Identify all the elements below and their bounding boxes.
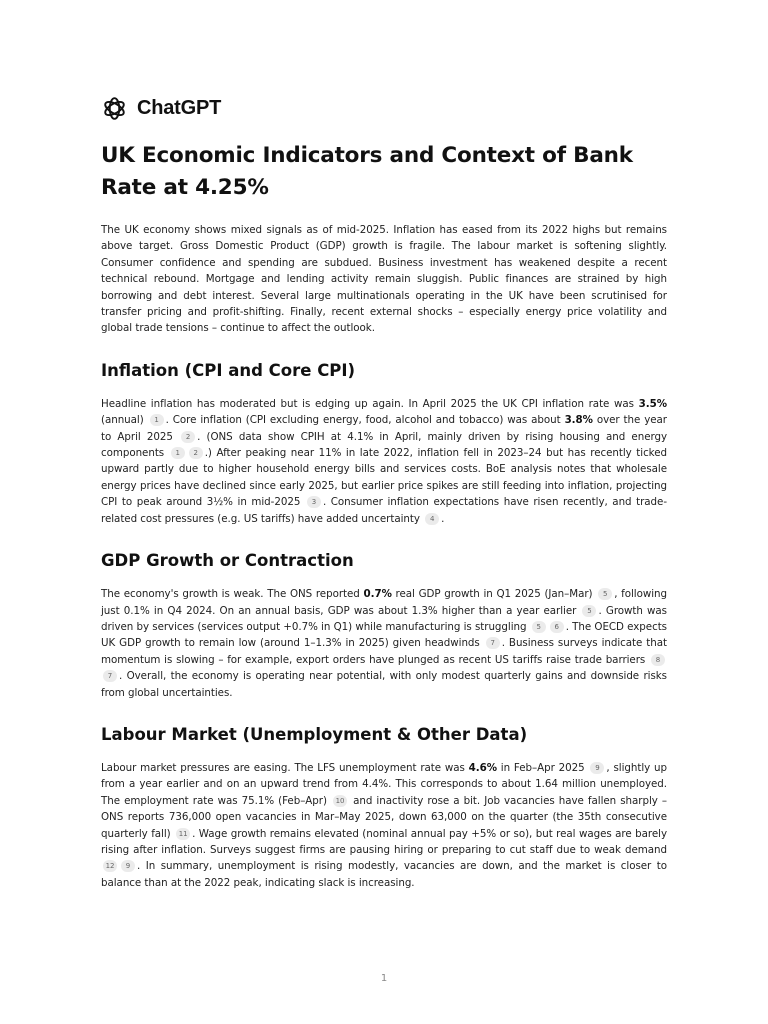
paragraph-text: (annual)	[101, 414, 148, 427]
highlight-value: 4.6%	[468, 761, 497, 774]
section-paragraph-inflation	[101, 396, 667, 527]
brand-logo	[101, 93, 667, 123]
citation-badge[interactable]: 2	[181, 431, 195, 443]
brand-name: ChatGPT	[137, 96, 222, 119]
document-page	[101, 93, 667, 891]
paragraph-text: . Consumer inflation expectations have risen recently, and trade-related cost pressures (e.g. US tariffs) have added uncertainty	[101, 496, 667, 525]
paragraph-text: . Overall, the economy is operating near potential, with only modest quarterly gains and downside risks from global uncertainties.	[101, 670, 667, 699]
paragraph-text: . Business surveys indicate that momentum is slowing – for example, export orders have plunged as recent US tariffs raise trade barriers	[101, 637, 667, 666]
paragraph-text: Labour market pressures are easing. The LFS unemployment rate was	[101, 761, 469, 774]
citation-badge[interactable]: 9	[121, 860, 135, 872]
section-paragraph-gdp	[101, 586, 667, 701]
citation-badge[interactable]: 7	[486, 637, 500, 649]
citation-badge[interactable]: 7	[103, 670, 117, 682]
citation-badge[interactable]: 3	[307, 496, 321, 508]
citation-badge[interactable]: 12	[103, 860, 117, 872]
citation-badge[interactable]: 2	[189, 447, 203, 459]
section-heading-gdp: GDP Growth or Contraction	[101, 551, 354, 571]
section-heading-inflation: Inflation (CPI and Core CPI)	[101, 360, 356, 380]
section-heading-labour: Labour Market (Unemployment & Other Data)	[101, 724, 528, 744]
document-title: UK Economic Indicators and Context of Bank Rate at 4.25%	[101, 143, 633, 200]
citation-badge[interactable]: 5	[598, 588, 612, 600]
paragraph-text: . (ONS data show CPIH at 4.1% in April, mainly driven by rising housing and energy components	[101, 430, 668, 460]
citation-badge[interactable]: 11	[176, 828, 190, 840]
paragraph-text: . Wage growth remains elevated (nominal annual pay +5% or so), but real wages are barely rising after inflation. Surveys suggest firms are pausing hiring or preparing to cut staff due to weak demand	[101, 827, 667, 856]
paragraph-text: , slightly up from a year earlier and on an upward trend from 4.4%. This corresponds to about 1.64 million unemployed. The employment rate was 75.1% (Feb–Apr)	[101, 761, 667, 807]
paragraph-text: . In summary, unemployment is rising modestly, vacancies are down, and the market is closer to balance than at the 2022 peak, indicating slack is increasing.	[101, 860, 667, 889]
citation-badge[interactable]: 1	[171, 447, 185, 459]
highlight-value: 3.8%	[564, 414, 593, 427]
citation-badge[interactable]: 5	[532, 621, 546, 633]
citation-badge[interactable]: 1	[150, 414, 164, 426]
citation-badge[interactable]: 8	[651, 654, 665, 666]
citation-badge[interactable]: 4	[425, 513, 439, 525]
citation-badge[interactable]: 10	[333, 795, 347, 807]
citation-badge[interactable]: 5	[582, 605, 596, 617]
paragraph-text: .) After peaking near 11% in late 2022, inflation fell in 2023–24 but has recently ticked upward partly due to higher household energy bills and services costs. BoE analysis notes that wholesale energy prices have declined since early 2025, but earlier price spikes are still feeding into inflation, projecting CPI to peak around 3½% in mid-2025	[101, 447, 668, 509]
intro-paragraph: The UK economy shows mixed signals as of mid-2025. Inflation has eased from its 2022 highs but remains above target. Gross Domestic Product (GDP) growth is fragile. The labour market is softening slightly. Consumer confidence and spending are subdued. Business investment has weakened despite a recent technical rebound. Mortgage and lending activity remain sluggish. Public finances are strained by high borrowing and debt interest. Several large multinationals operating in the UK have been scrutinised for transfer pricing and profit-shifting. Finally, recent external shocks – especially energy price volatility and global trade tensions – continue to affect the outlook.	[101, 224, 667, 335]
highlight-value: 3.5%	[638, 397, 667, 410]
page-number: 1	[380, 973, 388, 984]
paragraph-text: and inactivity rose a bit. Job vacancies have fallen sharply – ONS reports 736,000 open vacancies in Mar–May 2025, down 63,000 on the quarter (the 35th consecutive quarterly fall)	[101, 794, 667, 840]
section-paragraph-labour	[101, 760, 667, 891]
openai-logo-icon	[101, 95, 128, 122]
paragraph-text: real GDP growth in Q1 2025 (Jan–Mar)	[391, 588, 597, 601]
paragraph-text: . The OECD expects UK GDP growth to remain low (around 1–1.3% in 2025) given headwinds	[101, 620, 667, 650]
citation-badge[interactable]: 6	[550, 621, 564, 633]
citation-badge[interactable]: 9	[590, 762, 604, 774]
paragraph-text: , following just 0.1% in Q4 2024. On an annual basis, GDP was about 1.3% higher than a year earlier	[101, 588, 667, 617]
paragraph-text: over the year to April 2025	[101, 414, 667, 443]
paragraph-text: . Growth was driven by services (services output +0.7% in Q1) while manufacturing is struggling	[101, 604, 667, 633]
paragraph-text: .	[441, 512, 445, 525]
paragraph-text: in Feb–Apr 2025	[496, 761, 589, 774]
paragraph-text: . Core inflation (CPI excluding energy, food, alcohol and tobacco) was about	[165, 414, 565, 427]
paragraph-text: The economy's growth is weak. The ONS reported	[101, 588, 364, 601]
highlight-value: 0.7%	[363, 588, 392, 601]
paragraph-text: Headline inflation has moderated but is edging up again. In April 2025 the UK CPI inflation rate was	[101, 397, 639, 410]
